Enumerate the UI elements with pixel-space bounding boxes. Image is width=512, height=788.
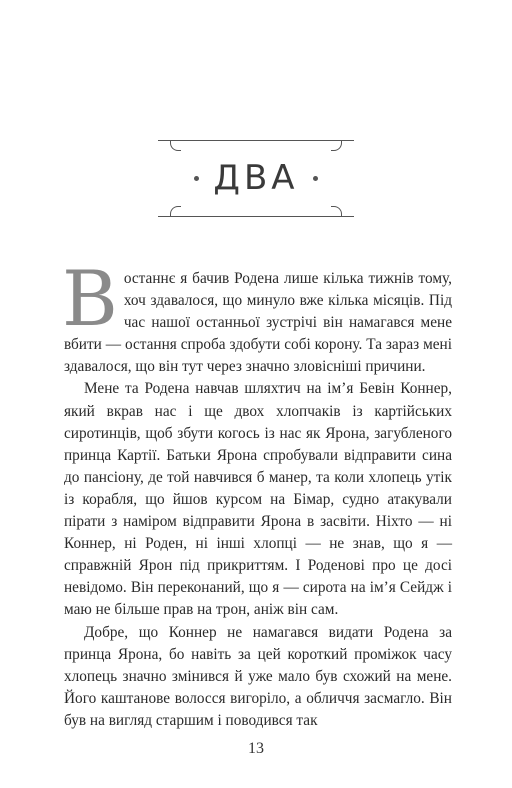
chapter-header xyxy=(158,140,354,220)
page-number: 13 xyxy=(248,740,264,757)
chapter-body xyxy=(62,254,452,732)
chapter-title-row xyxy=(158,158,354,198)
paragraph xyxy=(62,254,452,378)
ornament-dot-right xyxy=(313,176,318,181)
paragraph-text: останнє я бачив Родена лише кілька тижнів тому, хоч здавалося, що минуло вже кілька місяців. Під час нашої останньої зустрічі він намагався мене вбити — остання спроба здобути собі корону. Та зараз мені здавалося, що він тут через значно зловісніші причини. xyxy=(64,270,452,376)
drop-cap: В xyxy=(62,254,118,343)
paragraph: Мене та Родена навчав шляхтич на ім’я Бевін Коннер, який вкрав нас і ще двох хлопчаків із картійських сиротинців, щоб збути когось із нас як Ярона, загубленого принца Картії. Батьки Ярона спробували відправити сина до пансіону, де той навчився б манер, та коли хлопець утік із корабля, що йшов курсом на Бімар, судно атакували пірати з наміром відправити Ярона в засвіти. Ніхто — ні Коннер, ні Роден, ні інші хлопці — не знав, що я — справжній Ярон під прикриттям. І Роденові про це досі невідомо. Він переконаний, що я — сирота на ім’я Сейдж і маю не більше прав на трон, аніж він сам. xyxy=(64,380,452,619)
chapter-title: ДВА xyxy=(213,158,299,198)
ornament-dot-left xyxy=(194,176,199,181)
paragraph: Добре, що Коннер не намагався видати Родена за принца Ярона, бо навіть за цей короткий проміжок часу хлопець значно змінився й уже мало був схожий на мене. Його каштанове волосся вигоріло, а обличчя засмагло. Він був на вигляд старшим і поводився так xyxy=(64,623,452,729)
ornament-rule-bottom xyxy=(158,216,354,217)
ornament-rule-top xyxy=(158,140,354,141)
